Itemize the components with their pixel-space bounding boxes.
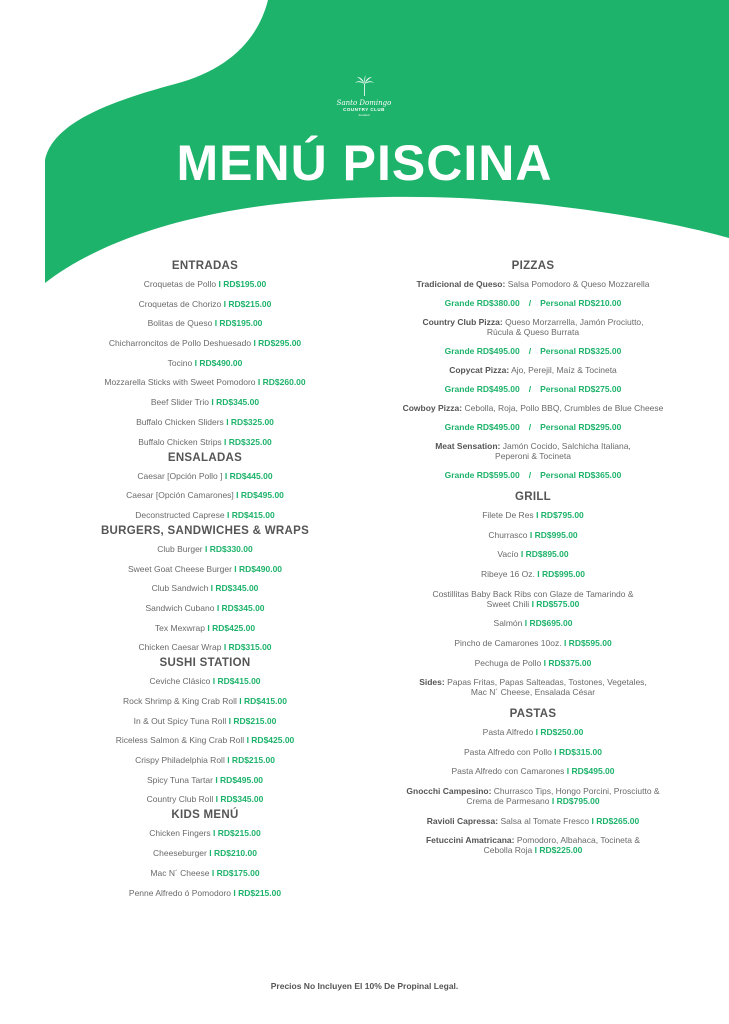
menu-item [38, 794, 372, 804]
menu-item [38, 583, 372, 593]
menu-item [38, 377, 372, 387]
club-logo [326, 74, 402, 117]
menu-item [38, 848, 372, 858]
menu-item [38, 888, 372, 898]
item-name: Croquetas de Chorizo [138, 298, 222, 309]
section-title: PASTAS [509, 707, 557, 720]
item-name: Churrasco Tips, Hongo Porcini, Prosciutto & [493, 785, 660, 796]
item-price: I RD$575.00 [531, 598, 580, 609]
pizza-grande-price: Grande RD$380.00 [444, 298, 520, 308]
item-name: Spicy Tuna Tartar [146, 774, 213, 785]
item-name: Buffalo Chicken Strips [138, 436, 222, 447]
item-name: Chicken Caesar Wrap [138, 642, 222, 653]
item-price: I RD$225.00 [534, 845, 583, 856]
menu-item [38, 603, 372, 613]
menu-item [38, 510, 372, 520]
item-name: Club Burger [157, 543, 203, 554]
item-name: Chicken Fingers [149, 828, 211, 839]
menu-item [38, 564, 372, 574]
section-title: ENTRADAS [171, 260, 239, 272]
menu-item [38, 417, 372, 427]
item-price: I RD$415.00 [226, 509, 275, 520]
item-label: Ravioli Capressa: [426, 815, 499, 826]
item-name: Riceless Salmon & King Crab Roll [115, 735, 245, 746]
item-price: I RD$995.00 [529, 529, 578, 540]
pizza-item [366, 279, 700, 289]
item-name: Ceviche Clásico [149, 676, 211, 687]
menu-item [38, 437, 372, 447]
item-name: Salmón [493, 618, 523, 629]
pizza-description: Cebolla, Roja, Pollo BBQ, Crumbles de Blue Cheese [464, 403, 664, 413]
pizza-name: Country Club Pizza: [422, 317, 503, 327]
item-name: Filete De Res [482, 510, 534, 520]
pizza-personal-price: Personal RD$365.00 [540, 470, 622, 480]
menu-item [366, 569, 700, 579]
item-name: Mac N´ Cheese [150, 867, 210, 878]
sides-label: Sides: [419, 676, 445, 687]
menu-item [38, 755, 372, 765]
menu-item [366, 835, 700, 855]
menu-item [366, 549, 700, 559]
item-price: I RD$345.00 [216, 602, 265, 613]
item-name: Bolitas de Queso [147, 318, 213, 329]
item-price: I RD$265.00 [591, 815, 640, 826]
price-separator: / [528, 298, 532, 308]
item-name: Pechuga de Pollo [474, 657, 542, 668]
item-name: Penne Alfredo ó Pomodoro [128, 887, 231, 898]
item-name: Costillitas Baby Back Ribs con Glaze de Tamarindo & [432, 588, 634, 599]
item-name-cont: Crema de Parmesano [466, 795, 550, 806]
item-price: I RD$595.00 [563, 638, 612, 649]
item-name-cont: Cebolla Roja [483, 845, 533, 856]
item-name-cont: Sweet Chili [486, 598, 530, 609]
item-name: Pomodoro, Albahaca, Tocineta & [516, 835, 641, 846]
item-price: I RD$490.00 [234, 563, 283, 574]
item-name: Crispy Philadelphia Roll [135, 755, 225, 766]
item-name: Club Sandwich [151, 583, 209, 594]
pizza-description: Peperoni & Tocineta [495, 451, 571, 461]
item-name: Cheeseburger [153, 848, 207, 859]
menu-item [366, 510, 700, 520]
palm-tree-icon [352, 74, 376, 98]
price-separator: / [528, 384, 532, 394]
menu-item [38, 490, 372, 500]
menu-item [38, 642, 372, 652]
item-price: I RD$260.00 [257, 377, 306, 388]
menu-item [38, 775, 372, 785]
pizza-prices [366, 346, 700, 356]
menu-item [366, 786, 700, 806]
item-price: I RD$345.00 [211, 397, 260, 408]
pizza-item [366, 317, 700, 337]
pizza-grande-price: Grande RD$495.00 [444, 422, 520, 432]
item-name: Sandwich Cubano [145, 602, 215, 613]
logo-script-text: Santo Domingo [336, 99, 392, 107]
item-price: I RD$215.00 [228, 715, 277, 726]
item-name: Pasta Alfredo con Camarones [451, 766, 565, 777]
menu-item [38, 623, 372, 633]
item-price: I RD$495.00 [236, 490, 284, 501]
item-name: Ribeye 16 Oz. [481, 569, 535, 580]
item-name: Beef Slider Trio [150, 397, 209, 408]
item-price: I RD$295.00 [253, 338, 302, 349]
menu-item [38, 716, 372, 726]
left-menu-column [38, 257, 372, 898]
menu-item [38, 397, 372, 407]
pizza-description: Ajo, Perejil, Maíz & Tocineta [511, 365, 617, 375]
pizza-item [366, 403, 700, 413]
item-price: I RD$345.00 [210, 583, 259, 594]
menu-item [366, 618, 700, 628]
menu-item [38, 471, 372, 481]
menu-item [366, 589, 700, 609]
right-menu-column [366, 257, 700, 855]
pizza-description: Jamón Cocido, Salchicha Italiana, [502, 441, 631, 451]
grill-sides [366, 677, 700, 697]
pizza-prices [366, 422, 700, 432]
item-name: Caesar [Opción Pollo ] [137, 470, 223, 481]
menu-item [38, 868, 372, 878]
menu-item [38, 358, 372, 368]
menu-item [38, 735, 372, 745]
section-title: ENSALADAS [167, 451, 243, 464]
pizza-description: Rúcula & Queso Burrata [486, 327, 580, 337]
item-price: I RD$315.00 [223, 642, 272, 653]
item-price: I RD$415.00 [239, 696, 287, 706]
item-name: Mozzarella Sticks with Sweet Pomodoro [104, 377, 256, 388]
item-name: Buffalo Chicken Sliders [136, 416, 224, 427]
pizza-personal-price: Personal RD$325.00 [540, 346, 622, 356]
pizza-name: Copycat Pizza: [449, 365, 510, 375]
item-name: Deconstructed Caprese [135, 509, 225, 520]
menu-item [366, 766, 700, 776]
item-price: I RD$425.00 [246, 735, 295, 746]
item-price: I RD$210.00 [209, 848, 257, 859]
price-separator: / [528, 422, 532, 432]
menu-item [38, 279, 372, 289]
item-name: Tex Mexwrap [154, 622, 205, 633]
pizza-item [366, 441, 700, 461]
item-name: Pasta Alfredo [482, 726, 534, 737]
pizza-grande-price: Grande RD$595.00 [444, 470, 520, 480]
section-title: SUSHI STATION [159, 657, 251, 670]
item-price: I RD$490.00 [194, 357, 243, 368]
menu-item [38, 544, 372, 554]
pizza-personal-price: Personal RD$210.00 [540, 298, 622, 308]
section-title: BURGERS, SANDWICHES & WRAPS [100, 524, 310, 537]
menu-item [38, 318, 372, 328]
pizza-name: Tradicional de Queso: [416, 279, 506, 289]
pizza-item [366, 365, 700, 375]
menu-item [366, 747, 700, 757]
item-name: Churrasco [488, 529, 528, 540]
item-name: Croquetas de Pollo [143, 279, 217, 289]
pizza-prices [366, 384, 700, 394]
item-name: Pasta Alfredo con Pollo [464, 746, 552, 757]
menu-item [38, 338, 372, 348]
item-name: Chicharroncitos de Pollo Deshuesado [108, 338, 252, 349]
item-price: I RD$215.00 [223, 298, 272, 309]
price-separator: / [528, 346, 532, 356]
item-label: Gnocchi Campesino: [406, 785, 492, 796]
item-name: Salsa al Tomate Fresco [500, 815, 590, 826]
item-price: I RD$445.00 [224, 470, 273, 481]
item-price: I RD$795.00 [551, 795, 600, 806]
item-price: I RD$995.00 [537, 569, 585, 580]
item-price: I RD$345.00 [215, 794, 264, 805]
item-price: I RD$495.00 [215, 774, 264, 785]
item-price: I RD$795.00 [536, 510, 584, 520]
item-name: Pincho de Camarones 10oz. [454, 638, 562, 649]
item-price: I RD$330.00 [205, 543, 253, 554]
pizza-name: Cowboy Pizza: [402, 403, 463, 413]
menu-item [366, 727, 700, 737]
sides-line-1: Papas Fritas, Papas Salteadas, Tostones, Vegetales, [447, 676, 647, 687]
pizza-description: Salsa Pomodoro & Queso Mozzarella [507, 279, 650, 289]
section-title: KIDS MENÚ [171, 809, 239, 822]
item-name: Tocino [167, 357, 193, 368]
item-label: Fetuccini Amatricana: [425, 835, 515, 846]
item-price: I RD$375.00 [543, 657, 592, 668]
section-title: GRILL [515, 491, 551, 503]
pizza-description: Queso Morzarrella, Jamón Prociutto, [505, 317, 644, 327]
item-price: I RD$195.00 [218, 279, 267, 289]
item-price: I RD$195.00 [214, 318, 263, 329]
item-price: I RD$215.00 [213, 828, 261, 839]
item-price: I RD$175.00 [211, 867, 260, 878]
item-name: Sweet Goat Cheese Burger [127, 563, 232, 574]
item-name: Rock Shrimp & King Crab Roll [123, 696, 237, 706]
item-price: I RD$315.00 [554, 746, 602, 757]
item-price: I RD$695.00 [524, 618, 573, 629]
pizza-prices [366, 298, 700, 308]
item-price: I RD$495.00 [566, 766, 615, 777]
sides-line-2: Mac N´ Cheese, Ensalada César [470, 686, 596, 697]
menu-item [366, 638, 700, 648]
pizza-grande-price: Grande RD$495.00 [444, 384, 520, 394]
logo-tiny-text: founded [358, 113, 370, 117]
item-name: Caesar [Opción Camarones] [126, 490, 234, 501]
item-name: Country Club Roll [146, 794, 214, 805]
item-price: I RD$325.00 [224, 436, 272, 447]
pizza-personal-price: Personal RD$275.00 [540, 384, 622, 394]
item-price: I RD$895.00 [520, 549, 569, 560]
logo-subtitle: COUNTRY CLUB [343, 107, 385, 112]
footer-note: Precios No Incluyen El 10% De Propinal Legal. [270, 981, 459, 991]
section-title: PIZZAS [511, 260, 555, 272]
pizza-grande-price: Grande RD$495.00 [444, 346, 520, 356]
menu-item [366, 816, 700, 826]
menu-item [38, 299, 372, 309]
menu-item [366, 530, 700, 540]
item-price: I RD$425.00 [207, 622, 256, 633]
price-separator: / [528, 470, 532, 480]
item-price: I RD$215.00 [227, 755, 275, 766]
item-name: Vacío [497, 549, 519, 560]
menu-item [38, 696, 372, 706]
pizza-prices [366, 470, 700, 480]
pizza-personal-price: Personal RD$295.00 [540, 422, 622, 432]
page-title: MENÚ PISCINA [176, 135, 553, 191]
item-price: I RD$415.00 [212, 676, 261, 687]
menu-item [38, 676, 372, 686]
menu-item [366, 658, 700, 668]
item-price: I RD$250.00 [535, 726, 584, 737]
item-price: I RD$325.00 [226, 416, 274, 427]
item-price: I RD$215.00 [233, 887, 282, 898]
menu-item [38, 828, 372, 838]
item-name: In & Out Spicy Tuna Roll [133, 715, 227, 726]
pizza-name: Meat Sensation: [435, 441, 501, 451]
